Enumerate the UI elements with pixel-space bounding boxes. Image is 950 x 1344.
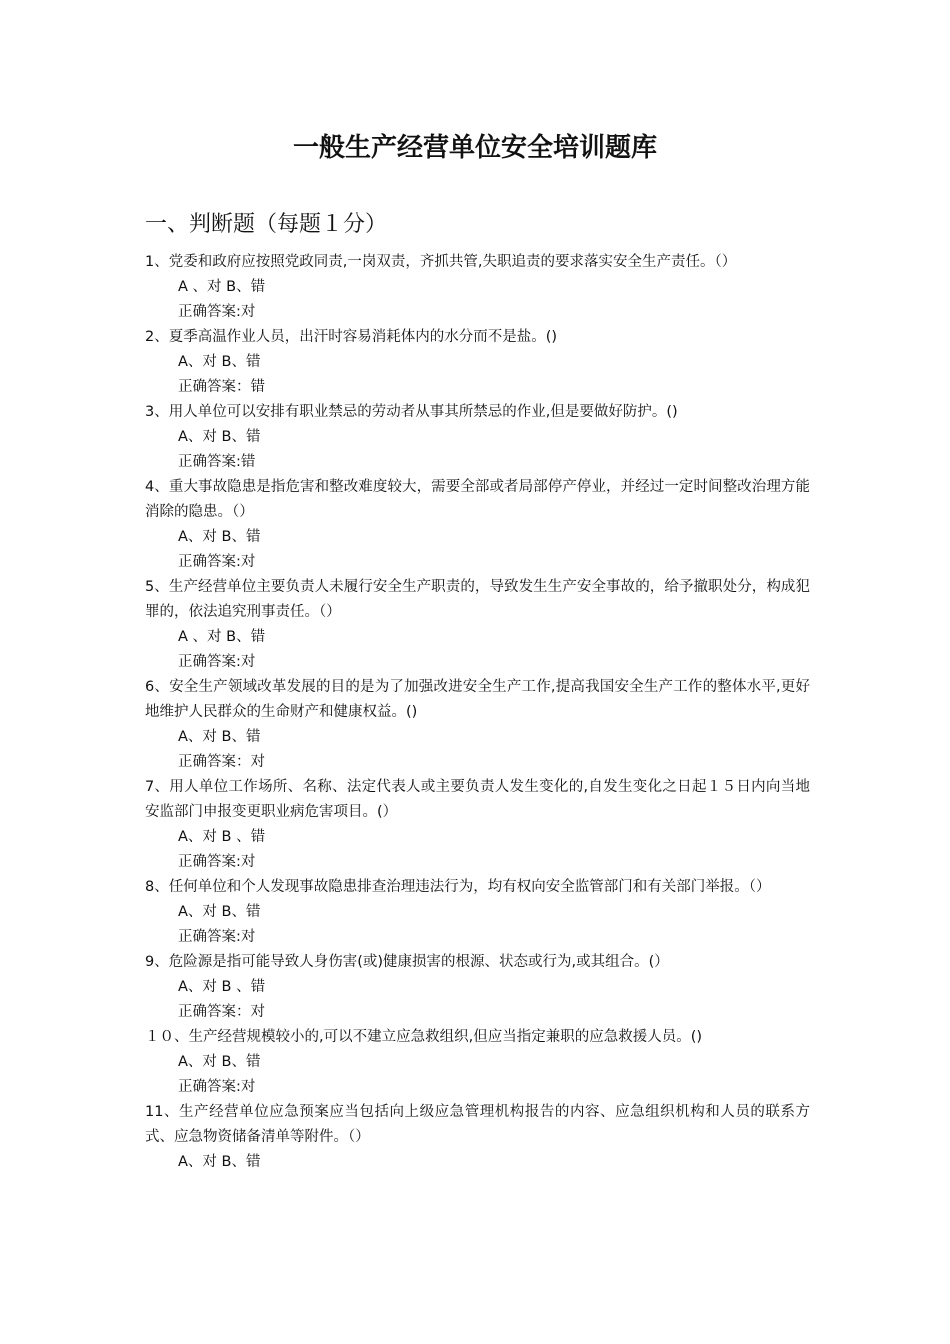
question-list: [145, 250, 810, 1175]
question-options: A、对 B、错: [178, 1054, 261, 1070]
question-item: [145, 775, 810, 875]
document-title: 一般生产经营单位安全培训题库: [292, 133, 657, 163]
question-item: [145, 1025, 810, 1100]
question-item: [145, 1100, 810, 1175]
question-answer: 正确答案：对: [178, 754, 265, 770]
question-options: A、对 B、错: [178, 729, 261, 745]
question-item: [145, 675, 810, 775]
question-answer: 正确答案:对: [178, 854, 256, 870]
question-text: 4、重大事故隐患是指危害和整改难度较大，需要全部或者局部停产停业，并经过一定时间整改治理方能消除的隐患。（）: [145, 479, 810, 520]
question-options: A、对 B、错: [178, 429, 261, 445]
question-options: A、对 B、错: [178, 354, 261, 370]
question-options: A、对 B、错: [178, 529, 261, 545]
question-answer: 正确答案:错: [178, 454, 256, 470]
question-item: [145, 950, 810, 1025]
question-text: 8、任何单位和个人发现事故隐患排查治理违法行为，均有权向安全监管部门和有关部门举报。（）: [145, 879, 771, 895]
question-options: A 、对 B、错: [178, 629, 266, 645]
question-item: [145, 875, 810, 950]
question-text: 3、用人单位可以安排有职业禁忌的劳动者从事其所禁忌的作业,但是要做好防护。(): [145, 404, 678, 420]
question-answer: 正确答案:对: [178, 554, 256, 570]
question-text: 9、危险源是指可能导致人身伤害(或)健康损害的根源、状态或行为,或其组合。(）: [145, 954, 669, 970]
question-text: １０、生产经营规模较小的,可以不建立应急救组织,但应当指定兼职的应急救援人员。(): [145, 1029, 703, 1045]
question-item: [145, 325, 810, 400]
question-options: A、对 B 、错: [178, 829, 266, 845]
question-options: A、对 B、错: [178, 904, 261, 920]
question-text: 7、用人单位工作场所、名称、法定代表人或主要负责人发生变化的,自发生变化之日起１５日内向当地安监部门申报变更职业病危害项目。(）: [145, 779, 810, 820]
question-answer: 正确答案:对: [178, 304, 256, 320]
question-answer: 正确答案：对: [178, 1004, 265, 1020]
question-item: [145, 250, 810, 325]
question-answer: 正确答案:对: [178, 1079, 256, 1095]
question-text: 11、生产经营单位应急预案应当包括向上级应急管理机构报告的内容、应急组织机构和人员的联系方式、应急物资储备清单等附件。（）: [145, 1104, 810, 1145]
section-heading: 一、判断题（每题１分）: [145, 212, 388, 237]
question-answer: 正确答案：错: [178, 379, 265, 395]
question-answer: 正确答案:对: [178, 654, 256, 670]
question-item: [145, 575, 810, 675]
question-options: A、对 B、错: [178, 1154, 261, 1170]
question-options: A 、对 B、错: [178, 279, 266, 295]
question-item: [145, 475, 810, 575]
question-options: A、对 B 、错: [178, 979, 266, 995]
question-text: 6、安全生产领域改革发展的目的是为了加强改进安全生产工作,提高我国安全生产工作的整体水平,更好地维护人民群众的生命财产和健康权益。(): [145, 679, 810, 720]
question-item: [145, 400, 810, 475]
question-text: 2、夏季高温作业人员，出汗时容易消耗体内的水分而不是盐。(): [145, 329, 558, 345]
question-text: 1、党委和政府应按照党政同责,一岗双责，齐抓共管,失职追责的要求落实安全生产责任。（）: [145, 254, 737, 270]
question-text: 5、生产经营单位主要负责人未履行安全生产职责的，导致发生生产安全事故的，给予撤职处分，构成犯罪的，依法追究刑事责任。（）: [145, 579, 810, 620]
question-answer: 正确答案:对: [178, 929, 256, 945]
